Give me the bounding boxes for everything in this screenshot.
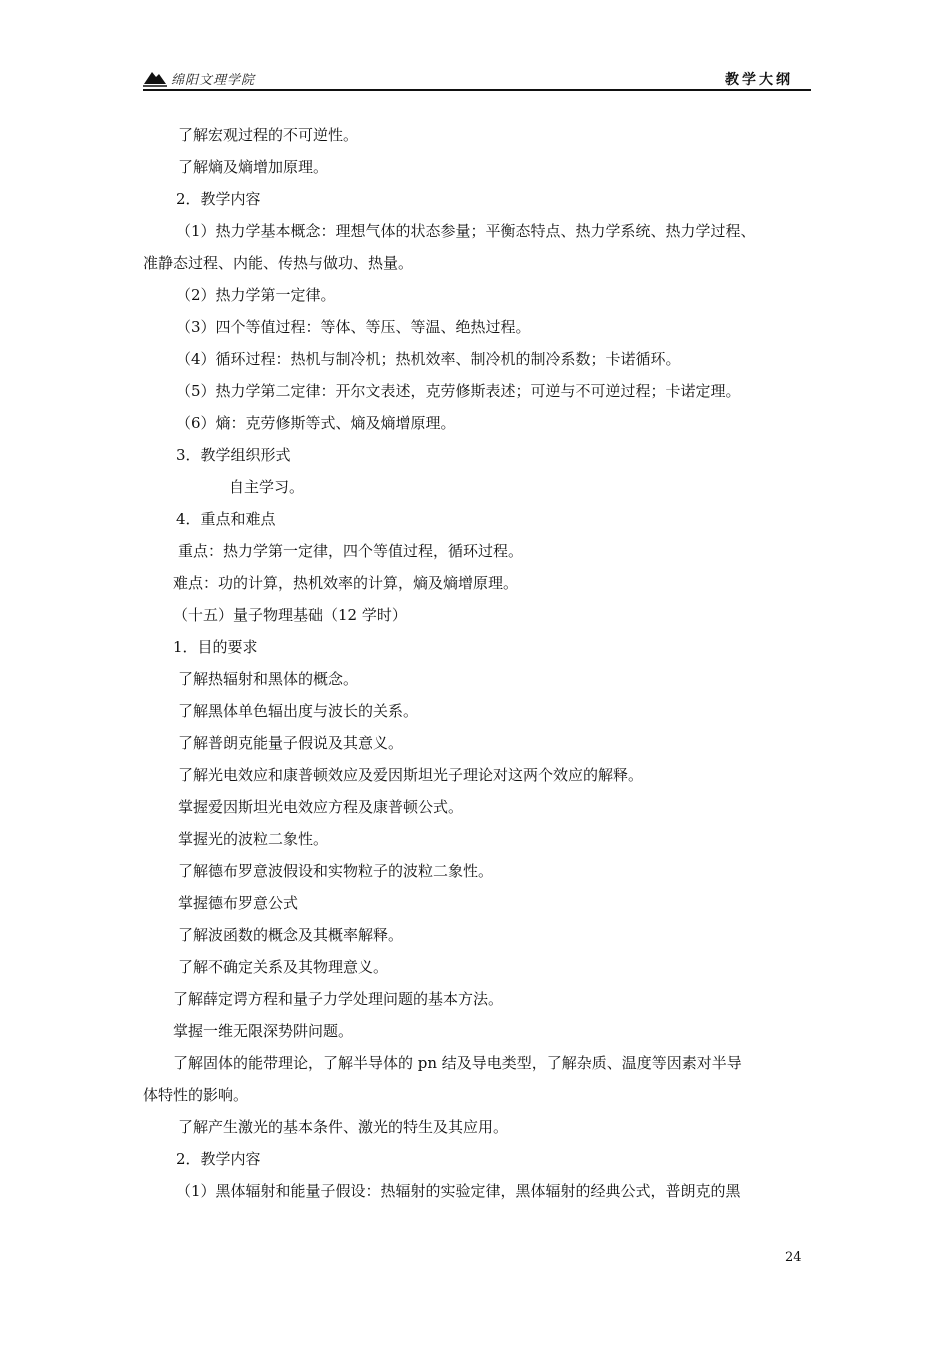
college-logo-text: 绵阳文理学院 <box>171 72 256 88</box>
text-line: 了解固体的能带理论，了解半导体的 pn 结及导电类型，了解杂质、温度等因素对半导 <box>173 1054 742 1072</box>
text-line: 难点：功的计算，热机效率的计算，熵及熵增原理。 <box>173 574 519 592</box>
section-heading: 4．重点和难点 <box>176 510 276 528</box>
text-line: 掌握爱因斯坦光电效应方程及康普顿公式。 <box>178 798 464 816</box>
text-line: 掌握光的波粒二象性。 <box>178 830 329 848</box>
text-line: 自主学习。 <box>229 478 305 496</box>
text-line: 了解热辐射和黑体的概念。 <box>178 670 359 688</box>
section-heading: 2．教学内容 <box>176 190 261 208</box>
text-line: （2）热力学第一定律。 <box>176 286 336 304</box>
text-line: 了解产生激光的基本条件、激光的特生及其应用。 <box>178 1118 509 1136</box>
page-number: 24 <box>785 1250 802 1265</box>
text-line: （3）四个等值过程：等体、等压、等温、绝热过程。 <box>176 318 531 336</box>
text-line: （6）熵：克劳修斯等式、熵及熵增原理。 <box>176 414 456 432</box>
text-line: 了解波函数的概念及其概率解释。 <box>178 926 404 944</box>
text-line: 了解不确定关系及其物理意义。 <box>178 958 389 976</box>
text-line: 了解宏观过程的不可逆性。 <box>178 126 359 144</box>
text-line: 准静态过程、内能、传热与做功、热量。 <box>143 254 414 272</box>
page-header <box>143 66 811 92</box>
text-line: （1）黑体辐射和能量子假设：热辐射的实验定律，黑体辐射的经典公式，普朗克的黑 <box>176 1182 741 1200</box>
text-line: 掌握一维无限深势阱问题。 <box>173 1022 354 1040</box>
text-line: 了解熵及熵增加原理。 <box>178 158 329 176</box>
chapter-heading: （十五）量子物理基础（12 学时） <box>173 606 407 624</box>
college-emblem-icon <box>143 68 167 88</box>
text-line: 了解普朗克能量子假说及其意义。 <box>178 734 404 752</box>
header-divider <box>143 89 811 91</box>
text-line: 了解光电效应和康普顿效应及爱因斯坦光子理论对这两个效应的解释。 <box>178 766 644 784</box>
section-heading: 1．目的要求 <box>173 638 258 656</box>
text-line: 掌握德布罗意公式 <box>178 894 299 912</box>
header-title: 教学大纲 <box>725 72 793 88</box>
text-line: 重点：热力学第一定律，四个等值过程，循环过程。 <box>178 542 524 560</box>
section-heading: 2．教学内容 <box>176 1150 261 1168</box>
text-line: （5）热力学第二定律：开尔文表述，克劳修斯表述；可逆与不可逆过程；卡诺定理。 <box>176 382 741 400</box>
section-heading: 3．教学组织形式 <box>176 446 291 464</box>
text-line: （1）热力学基本概念：理想气体的状态参量；平衡态特点、热力学系统、热力学过程、 <box>176 222 756 240</box>
text-line: 了解薛定谔方程和量子力学处理问题的基本方法。 <box>173 990 504 1008</box>
text-line: （4）循环过程：热机与制冷机；热机效率、制冷机的制冷系数；卡诺循环。 <box>176 350 681 368</box>
college-logo <box>143 66 255 90</box>
text-line: 体特性的影响。 <box>143 1086 249 1104</box>
text-line: 了解德布罗意波假设和实物粒子的波粒二象性。 <box>178 862 494 880</box>
text-line: 了解黑体单色辐出度与波长的关系。 <box>178 702 419 720</box>
